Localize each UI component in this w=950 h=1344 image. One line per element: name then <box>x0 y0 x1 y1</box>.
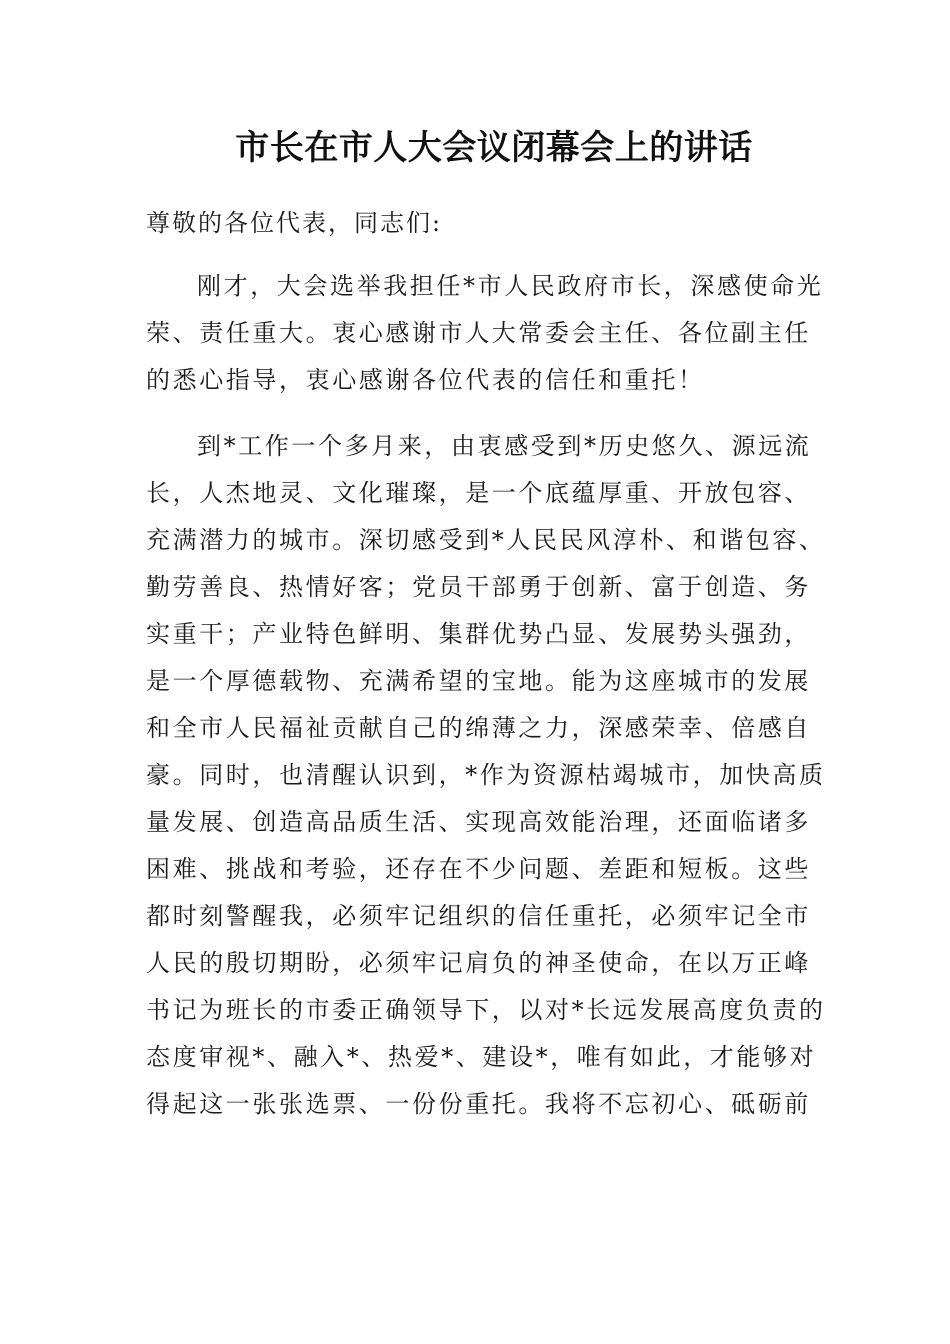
paragraph-line: 书记为班长的市委正确领导下，以对*长远发展高度负责的 <box>146 996 826 1024</box>
paragraph-line: 人民的殷切期盼，必须牢记肩负的神圣使命，在以万正峰 <box>146 949 811 977</box>
paragraph-line: 的悉心指导，衷心感谢各位代表的信任和重托！ <box>146 366 705 394</box>
paragraph-1 <box>146 263 824 404</box>
paragraph-line: 态度审视*、融入*、热爱*、建设*，唯有如此，才能够对 <box>146 1043 817 1071</box>
paragraph-line: 荣、责任重大。衷心感谢市人大常委会主任、各位副主任 <box>146 319 811 347</box>
paragraph-line: 勤劳善良、热情好客；党员干部勇于创新、富于创造、务 <box>146 573 811 601</box>
paragraph-line: 都时刻警醒我，必须牢记组织的信任重托，必须牢记全市 <box>146 902 811 930</box>
paragraph-line: 长，人杰地灵、文化璀璨，是一个底蕴厚重、开放包容、 <box>146 479 811 507</box>
paragraph-line: 豪。同时，也清醒认识到，*作为资源枯竭城市，加快高质 <box>146 761 826 789</box>
paragraph-line: 实重干；产业特色鲜明、集群优势凸显、发展势头强劲， <box>146 620 811 648</box>
salutation: 尊敬的各位代表，同志们: <box>146 209 443 237</box>
paragraph-line: 是一个厚德载物、充满希望的宝地。能为这座城市的发展 <box>146 667 811 695</box>
paragraph-line: 得起这一张张选票、一份份重托。我将不忘初心、砥砺前 <box>146 1090 811 1118</box>
paragraph-2 <box>146 423 826 1128</box>
paragraph-line: 到*工作一个多月来，由衷感受到*历史悠久、源远流 <box>197 432 812 460</box>
paragraph-line: 量发展、创造高品质生活、实现高效能治理，还面临诸多 <box>146 808 811 836</box>
paragraph-line: 刚才，大会选举我担任*市人民政府市长，深感使命光 <box>197 272 824 300</box>
paragraph-line: 充满潜力的城市。深切感受到*人民民风淳朴、和谐包容、 <box>146 526 826 554</box>
paragraph-line: 和全市人民福祉贡献自己的绵薄之力，深感荣幸、倍感自 <box>146 714 811 742</box>
paragraph-line: 困难、挑战和考验，还存在不少问题、差距和短板。这些 <box>146 855 811 883</box>
document-title: 市长在市人大会议闭幕会上的讲话 <box>235 128 753 168</box>
